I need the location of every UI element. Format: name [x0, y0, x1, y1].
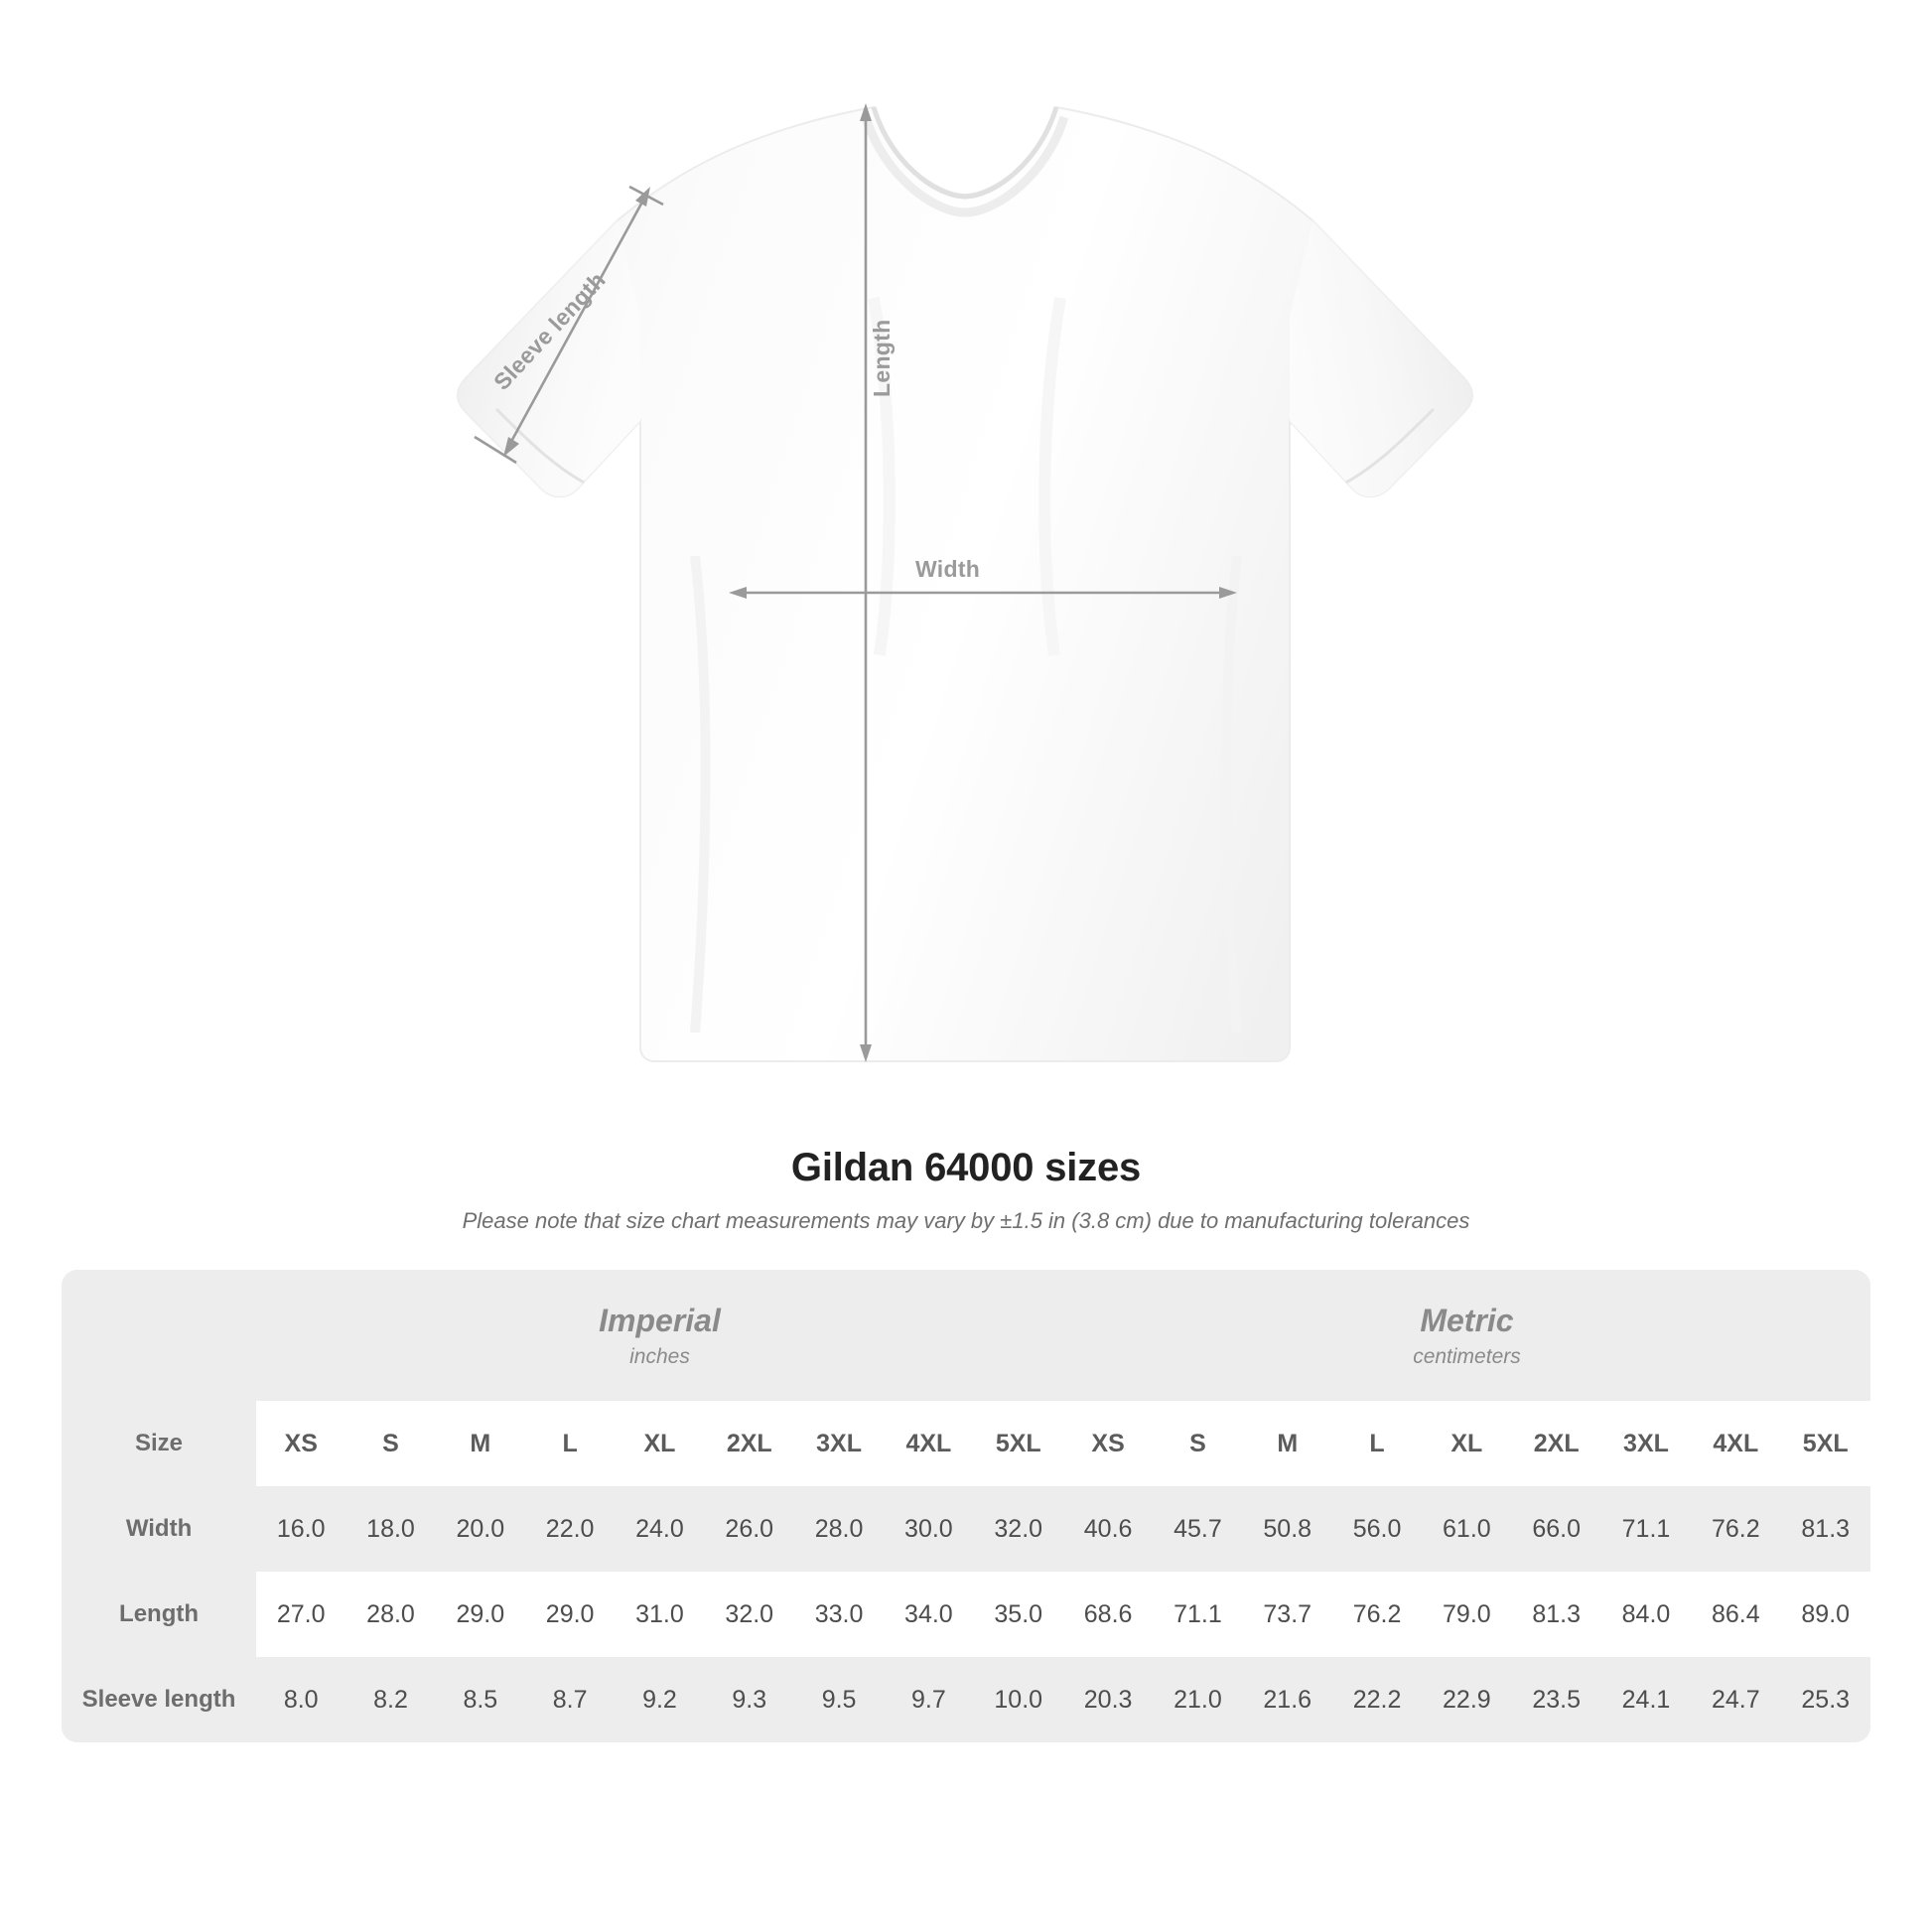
measurement-cell: 40.6 [1063, 1486, 1153, 1572]
measurement-cell: 24.7 [1691, 1657, 1780, 1742]
table-row [62, 1486, 1870, 1572]
table-row [62, 1657, 1870, 1742]
measurement-cell: 76.2 [1691, 1486, 1780, 1572]
sleeve-length-dimension-label: Sleeve length [488, 266, 611, 395]
measurement-cell: 9.2 [615, 1657, 704, 1742]
unit-sub-imperial: inches [629, 1345, 690, 1369]
measurement-cell: 71.1 [1601, 1486, 1691, 1572]
size-header-cell: XL [615, 1401, 704, 1486]
size-header-cell: L [525, 1401, 615, 1486]
size-header-cell: 5XL [1780, 1401, 1870, 1486]
width-dimension-label: Width [915, 556, 981, 582]
measurement-cell: 61.0 [1422, 1486, 1511, 1572]
measurement-cell: 33.0 [794, 1572, 884, 1657]
measurement-cell: 16.0 [256, 1486, 345, 1572]
unit-header-imperial [256, 1270, 1063, 1401]
measurement-cell: 28.0 [794, 1486, 884, 1572]
table-corner-label: Size [62, 1401, 256, 1486]
size-header-cell: 3XL [794, 1401, 884, 1486]
measurement-cell: 18.0 [345, 1486, 435, 1572]
size-header-cell: XL [1422, 1401, 1511, 1486]
measurement-cell: 9.5 [794, 1657, 884, 1742]
unit-name-metric: Metric [1420, 1302, 1514, 1338]
measurement-cell: 84.0 [1601, 1572, 1691, 1657]
size-header-cell: L [1332, 1401, 1422, 1486]
size-header-cell: XS [256, 1401, 345, 1486]
measurement-cell: 28.0 [345, 1572, 435, 1657]
size-table-container [62, 1270, 1870, 1742]
row-label-width: Width [62, 1486, 256, 1572]
measurement-cell: 56.0 [1332, 1486, 1422, 1572]
measurement-cell: 81.3 [1780, 1486, 1870, 1572]
measurement-cell: 35.0 [974, 1572, 1063, 1657]
measurement-cell: 81.3 [1512, 1572, 1601, 1657]
measurement-cell: 71.1 [1153, 1572, 1242, 1657]
shirt-body [458, 107, 1472, 1061]
measurement-cell: 8.7 [525, 1657, 615, 1742]
measurement-cell: 22.9 [1422, 1657, 1511, 1742]
measurement-cell: 20.0 [436, 1486, 525, 1572]
measurement-cell: 73.7 [1243, 1572, 1332, 1657]
size-header-cell: XS [1063, 1401, 1153, 1486]
unit-header-metric [1063, 1270, 1870, 1401]
size-header-cell: 4XL [1691, 1401, 1780, 1486]
measurement-cell: 32.0 [705, 1572, 794, 1657]
chart-title-block [0, 1146, 1932, 1234]
measurement-cell: 68.6 [1063, 1572, 1153, 1657]
size-header-cell: 2XL [705, 1401, 794, 1486]
page-title: Gildan 64000 sizes [790, 1146, 1142, 1189]
measurement-cell: 24.0 [615, 1486, 704, 1572]
size-header-cell: M [1243, 1401, 1332, 1486]
measurement-cell: 9.3 [705, 1657, 794, 1742]
measurement-cell: 23.5 [1512, 1657, 1601, 1742]
size-header-row [62, 1401, 1870, 1486]
measurement-cell: 89.0 [1780, 1572, 1870, 1657]
row-label-length: Length [62, 1572, 256, 1657]
size-header-cell: S [1153, 1401, 1242, 1486]
measurement-cell: 10.0 [974, 1657, 1063, 1742]
measurement-cell: 30.0 [884, 1486, 973, 1572]
tolerance-note: Please note that size chart measurements may vary by ±1.5 in (3.8 cm) due to manufacturing tolerances [462, 1208, 1470, 1233]
measurement-cell: 76.2 [1332, 1572, 1422, 1657]
measurement-cell: 25.3 [1780, 1657, 1870, 1742]
measurement-cell: 21.6 [1243, 1657, 1332, 1742]
unit-header-row [62, 1270, 1870, 1401]
measurement-cell: 9.7 [884, 1657, 973, 1742]
measurement-cell: 32.0 [974, 1486, 1063, 1572]
unit-header-spacer [62, 1270, 256, 1401]
size-header-cell: 5XL [974, 1401, 1063, 1486]
measurement-cell: 8.2 [345, 1657, 435, 1742]
size-header-cell: 4XL [884, 1401, 973, 1486]
measurement-cell: 21.0 [1153, 1657, 1242, 1742]
size-table [62, 1270, 1870, 1742]
size-header-cell: M [436, 1401, 525, 1486]
measurement-cell: 29.0 [436, 1572, 525, 1657]
table-row [62, 1572, 1870, 1657]
measurement-cell: 34.0 [884, 1572, 973, 1657]
row-label-sleeve-length: Sleeve length [62, 1657, 256, 1742]
measurement-cell: 29.0 [525, 1572, 615, 1657]
measurement-cell: 20.3 [1063, 1657, 1153, 1742]
measurement-cell: 86.4 [1691, 1572, 1780, 1657]
measurement-cell: 27.0 [256, 1572, 345, 1657]
unit-sub-metric: centimeters [1413, 1345, 1521, 1369]
measurement-cell: 8.0 [256, 1657, 345, 1742]
measurement-cell: 45.7 [1153, 1486, 1242, 1572]
measurement-cell: 79.0 [1422, 1572, 1511, 1657]
length-dimension-label: Length [869, 319, 895, 397]
measurement-cell: 26.0 [705, 1486, 794, 1572]
measurement-cell: 50.8 [1243, 1486, 1332, 1572]
size-header-cell: 3XL [1601, 1401, 1691, 1486]
measurement-cell: 22.2 [1332, 1657, 1422, 1742]
measurement-cell: 22.0 [525, 1486, 615, 1572]
measurement-cell: 8.5 [436, 1657, 525, 1742]
size-header-cell: 2XL [1512, 1401, 1601, 1486]
measurement-cell: 31.0 [615, 1572, 704, 1657]
unit-name-imperial: Imperial [599, 1302, 721, 1338]
size-header-cell: S [345, 1401, 435, 1486]
measurement-cell: 66.0 [1512, 1486, 1601, 1572]
measurement-cell: 24.1 [1601, 1657, 1691, 1742]
